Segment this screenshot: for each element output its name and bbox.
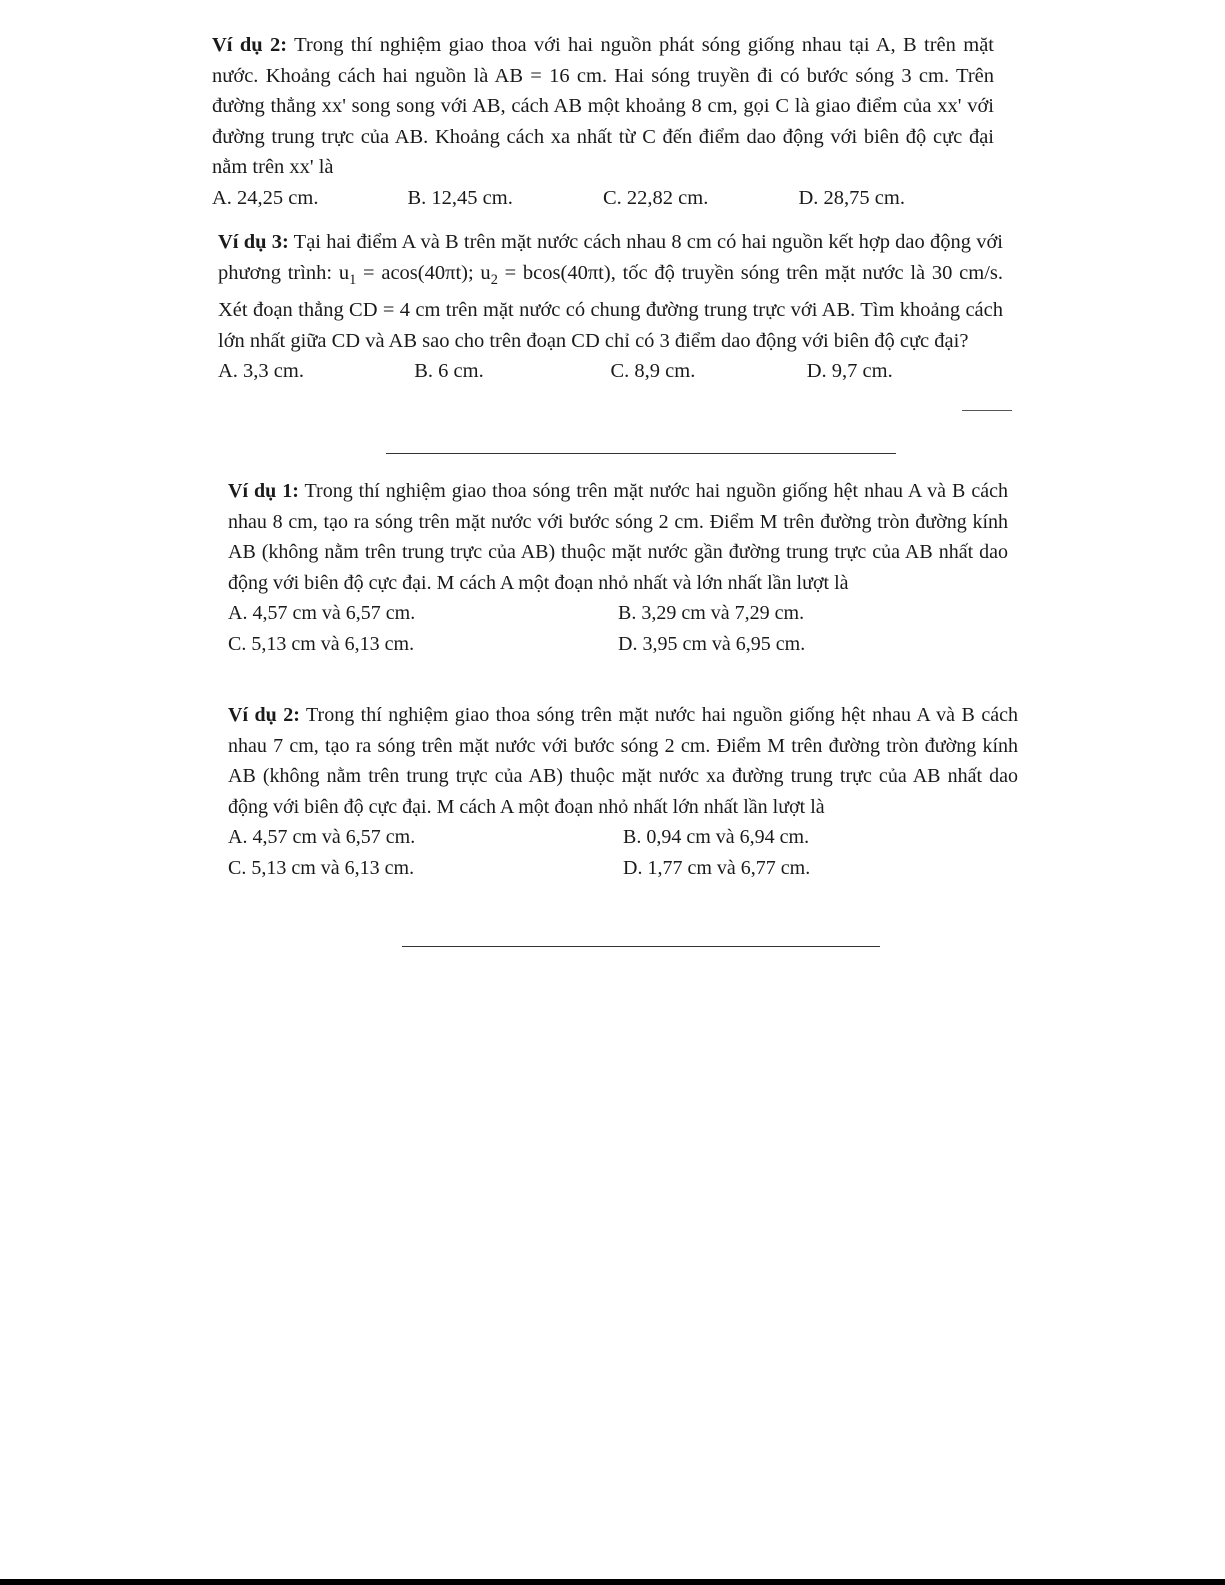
problem-statement <box>228 476 1008 598</box>
option-b: B. 0,94 cm và 6,94 cm. <box>623 826 810 848</box>
problem-label: Ví dụ 2: <box>212 34 288 56</box>
option-c: C. 8,9 cm. <box>610 360 696 383</box>
problem-text: Trong thí nghiệm giao thoa với hai nguồn phát sóng giống nhau tại A, B trên mặt nước. Khoảng cách hai nguồn là AB = 16 cm. Hai sóng truyền đi có bước sóng 3 cm. Trên đường thẳng xx' song song với AB, cách AB một khoảng 8 cm, gọi C là giao điểm của xx' với đường trung trực của AB. Khoảng cách xa nhất từ C đến điểm dao động với biên độ cực đại nằm trên xx' là <box>212 34 994 178</box>
option-a: A. 3,3 cm. <box>218 360 304 383</box>
problem-label: Ví dụ 2: <box>228 704 300 726</box>
problem-statement <box>228 700 1018 822</box>
option-b: B. 12,45 cm. <box>407 186 513 209</box>
option-c: C. 5,13 cm và 6,13 cm. <box>228 856 415 879</box>
problem-statement <box>212 30 994 183</box>
option-a: A. 4,57 cm và 6,57 cm. <box>228 602 416 624</box>
problem-text: Trong thí nghiệm giao thoa sóng trên mặt nước hai nguồn giống hệt nhau A và B cách nhau 8 cm, tạo ra sóng trên mặt nước với bước sóng 2 cm. Điểm M trên đường tròn đường kính AB (không nằm trên trung trực của AB) thuộc mặt nước gần đường trung trực của AB nhất dao động với biên độ cực đại. M cách A một đoạn nhỏ nhất và lớn nhất lần lượt là <box>228 480 1009 594</box>
problem-statement <box>218 227 1003 356</box>
option-b: B. 3,29 cm và 7,29 cm. <box>618 602 805 624</box>
answer-options-row-2 <box>228 629 1008 660</box>
option-d: D. 3,95 cm và 6,95 cm. <box>618 632 806 655</box>
option-a: A. 24,25 cm. <box>212 186 319 209</box>
answer-options-row-2 <box>228 853 1018 884</box>
problem-vi-du-3 <box>218 227 1003 387</box>
problem-vi-du-2-second <box>228 700 1018 883</box>
answer-options-row-1 <box>228 598 1008 629</box>
option-c: C. 5,13 cm và 6,13 cm. <box>228 632 415 655</box>
answer-options <box>212 183 994 214</box>
option-a: A. 4,57 cm và 6,57 cm. <box>228 826 416 848</box>
answer-options-row-1 <box>228 822 1018 853</box>
section-divider <box>386 453 896 454</box>
scan-bottom-edge <box>0 1579 1225 1585</box>
option-d: D. 9,7 cm. <box>806 360 893 383</box>
subscript: 2 <box>490 271 498 288</box>
problem-vi-du-1 <box>228 476 1008 659</box>
section-divider <box>402 946 880 947</box>
problem-text-part: Tại hai điểm A và B trên mặt nước cách nhau 8 cm có hai nguồn kết hợp dao động với phương trình: u <box>218 231 1003 284</box>
short-rule <box>962 410 1012 411</box>
option-d: D. 1,77 cm và 6,77 cm. <box>623 856 811 879</box>
option-b: B. 6 cm. <box>414 360 484 383</box>
problem-vi-du-2-first <box>212 30 994 213</box>
problem-text-part: = bcos(40πt), tốc độ truyền sóng trên mặt nước là 30 cm/s. Xét đoạn thẳng CD = 4 cm trên mặt nước có chung đường trung trực với AB. Tìm khoảng cách lớn nhất giữa CD và AB sao cho trên đoạn CD chỉ có 3 điểm dao động với biên độ cực đại? <box>218 261 1004 352</box>
answer-options <box>218 356 1003 387</box>
option-c: C. 22,82 cm. <box>603 186 709 209</box>
option-d: D. 28,75 cm. <box>798 186 905 209</box>
problem-text: Trong thí nghiệm giao thoa sóng trên mặt nước hai nguồn giống hệt nhau A và B cách nhau 7 cm, tạo ra sóng trên mặt nước với bước sóng 2 cm. Điểm M trên đường tròn đường kính AB (không nằm trên trung trực của AB) thuộc mặt nước xa đường trung trực của AB nhất dao động với biên độ cực đại. M cách A một đoạn nhỏ nhất lớn nhất lần lượt là <box>228 704 1019 818</box>
subscript: 1 <box>349 271 357 288</box>
problem-text-part: = acos(40πt); u <box>356 261 491 284</box>
problem-label: Ví dụ 1: <box>228 480 299 502</box>
problem-label: Ví dụ 3: <box>218 231 289 253</box>
